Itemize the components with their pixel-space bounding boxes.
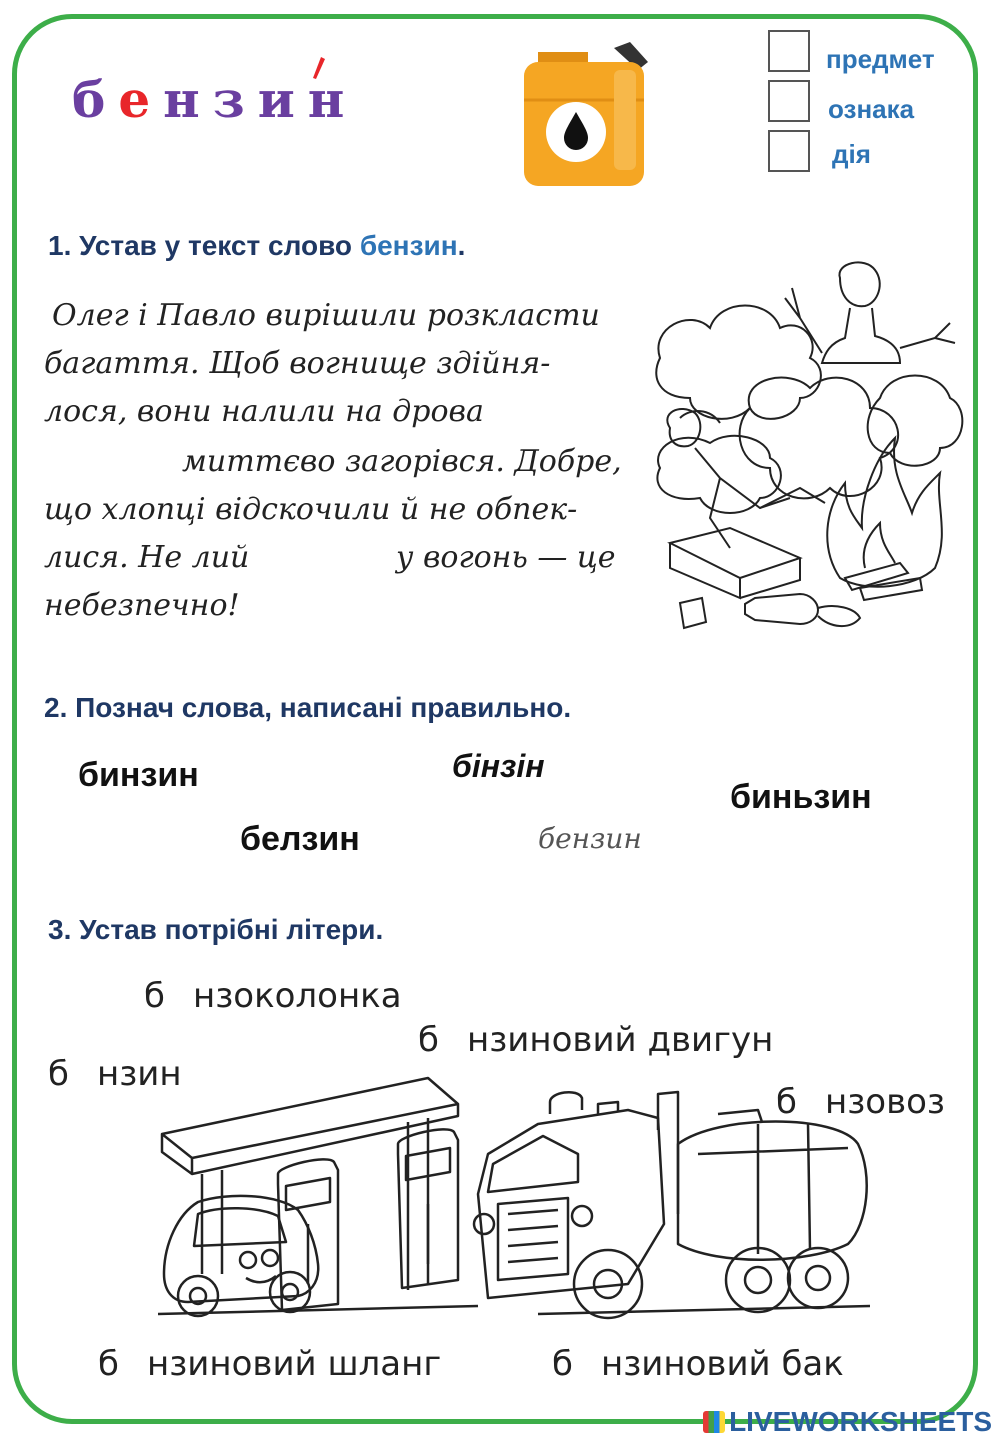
fill-rest: нзиновий двигун bbox=[466, 1020, 774, 1060]
story-blank-2[interactable] bbox=[266, 544, 390, 581]
story-line-7: небезпечно! bbox=[44, 588, 240, 623]
variant-word[interactable]: бінзін bbox=[452, 748, 545, 784]
gas-station-illustration bbox=[158, 1074, 870, 1338]
checkbox-oznaka[interactable] bbox=[768, 80, 810, 122]
fill-rest: нзоколонка bbox=[192, 976, 402, 1016]
logo-text: LIVEWORKSHEETS bbox=[729, 1406, 992, 1437]
campfire-illustration bbox=[650, 258, 970, 634]
title-letter: з bbox=[212, 70, 258, 129]
story-blank-1[interactable] bbox=[44, 446, 174, 483]
fill-rest: нзин bbox=[96, 1054, 182, 1094]
title-letter: б bbox=[72, 70, 119, 129]
task1-period: . bbox=[457, 230, 466, 261]
title-letter: н bbox=[307, 70, 358, 129]
task1-heading bbox=[48, 230, 465, 262]
story-line-6b: у вогонь — це bbox=[396, 540, 616, 575]
variant-word[interactable]: белзин bbox=[240, 820, 360, 858]
task2-heading: 2. Познач слова, написані правильно. bbox=[44, 692, 572, 723]
fill-prefix: б bbox=[48, 1054, 69, 1094]
checkbox-label-oznaka: ознака bbox=[828, 94, 915, 124]
fill-prefix: б bbox=[418, 1020, 439, 1060]
story-line-2: багаття. Щоб вогнище здійня- bbox=[44, 346, 551, 381]
title-letter: е bbox=[118, 70, 164, 129]
checkbox-label-predmet: предмет bbox=[826, 44, 935, 74]
liveworksheets-logo bbox=[703, 1406, 992, 1438]
logo-icon bbox=[703, 1411, 725, 1433]
variant-word[interactable]: биньзин bbox=[730, 778, 872, 816]
fill-prefix: б bbox=[552, 1344, 573, 1384]
story-line-6a: лися. Не лий bbox=[44, 540, 250, 575]
fill-word bbox=[552, 1344, 844, 1384]
story-line-5: що хлопці відскочили й не обпек- bbox=[44, 492, 578, 527]
fill-rest: нзиновий шланг bbox=[146, 1344, 442, 1384]
variant-word[interactable]: бинзин bbox=[78, 756, 199, 794]
variant-word-cursive[interactable]: бензин bbox=[538, 822, 642, 855]
checkbox-predmet[interactable] bbox=[768, 30, 810, 72]
fill-prefix: б bbox=[98, 1344, 119, 1384]
stress-accent-icon bbox=[312, 56, 326, 80]
fill-prefix: б bbox=[144, 976, 165, 1016]
fill-rest: нзовоз bbox=[824, 1082, 945, 1122]
task1-number: 1. bbox=[48, 230, 72, 261]
task1-text: Устав у текст слово bbox=[79, 230, 353, 261]
story-line-1: Олег і Павло вирішили розкласти bbox=[52, 298, 600, 333]
fuel-canister-icon bbox=[518, 40, 652, 190]
story-line-4: миттєво загорівся. Добре, bbox=[182, 444, 622, 479]
task1-keyword: бензин bbox=[359, 230, 458, 261]
task3-heading: 3. Устав потрібні літери. bbox=[48, 914, 384, 945]
checkbox-label-diya: дія bbox=[832, 139, 871, 169]
fill-word bbox=[418, 1020, 773, 1060]
fill-prefix: б bbox=[776, 1082, 797, 1122]
fill-word bbox=[98, 1344, 441, 1384]
story-line-3: лося, вони налили на дрова bbox=[44, 394, 484, 429]
title-letter: н bbox=[163, 70, 213, 129]
checkbox-diya[interactable] bbox=[768, 130, 810, 172]
fill-word bbox=[144, 976, 402, 1016]
title-letter: и bbox=[257, 70, 308, 129]
fill-rest: нзиновий бак bbox=[600, 1344, 844, 1384]
